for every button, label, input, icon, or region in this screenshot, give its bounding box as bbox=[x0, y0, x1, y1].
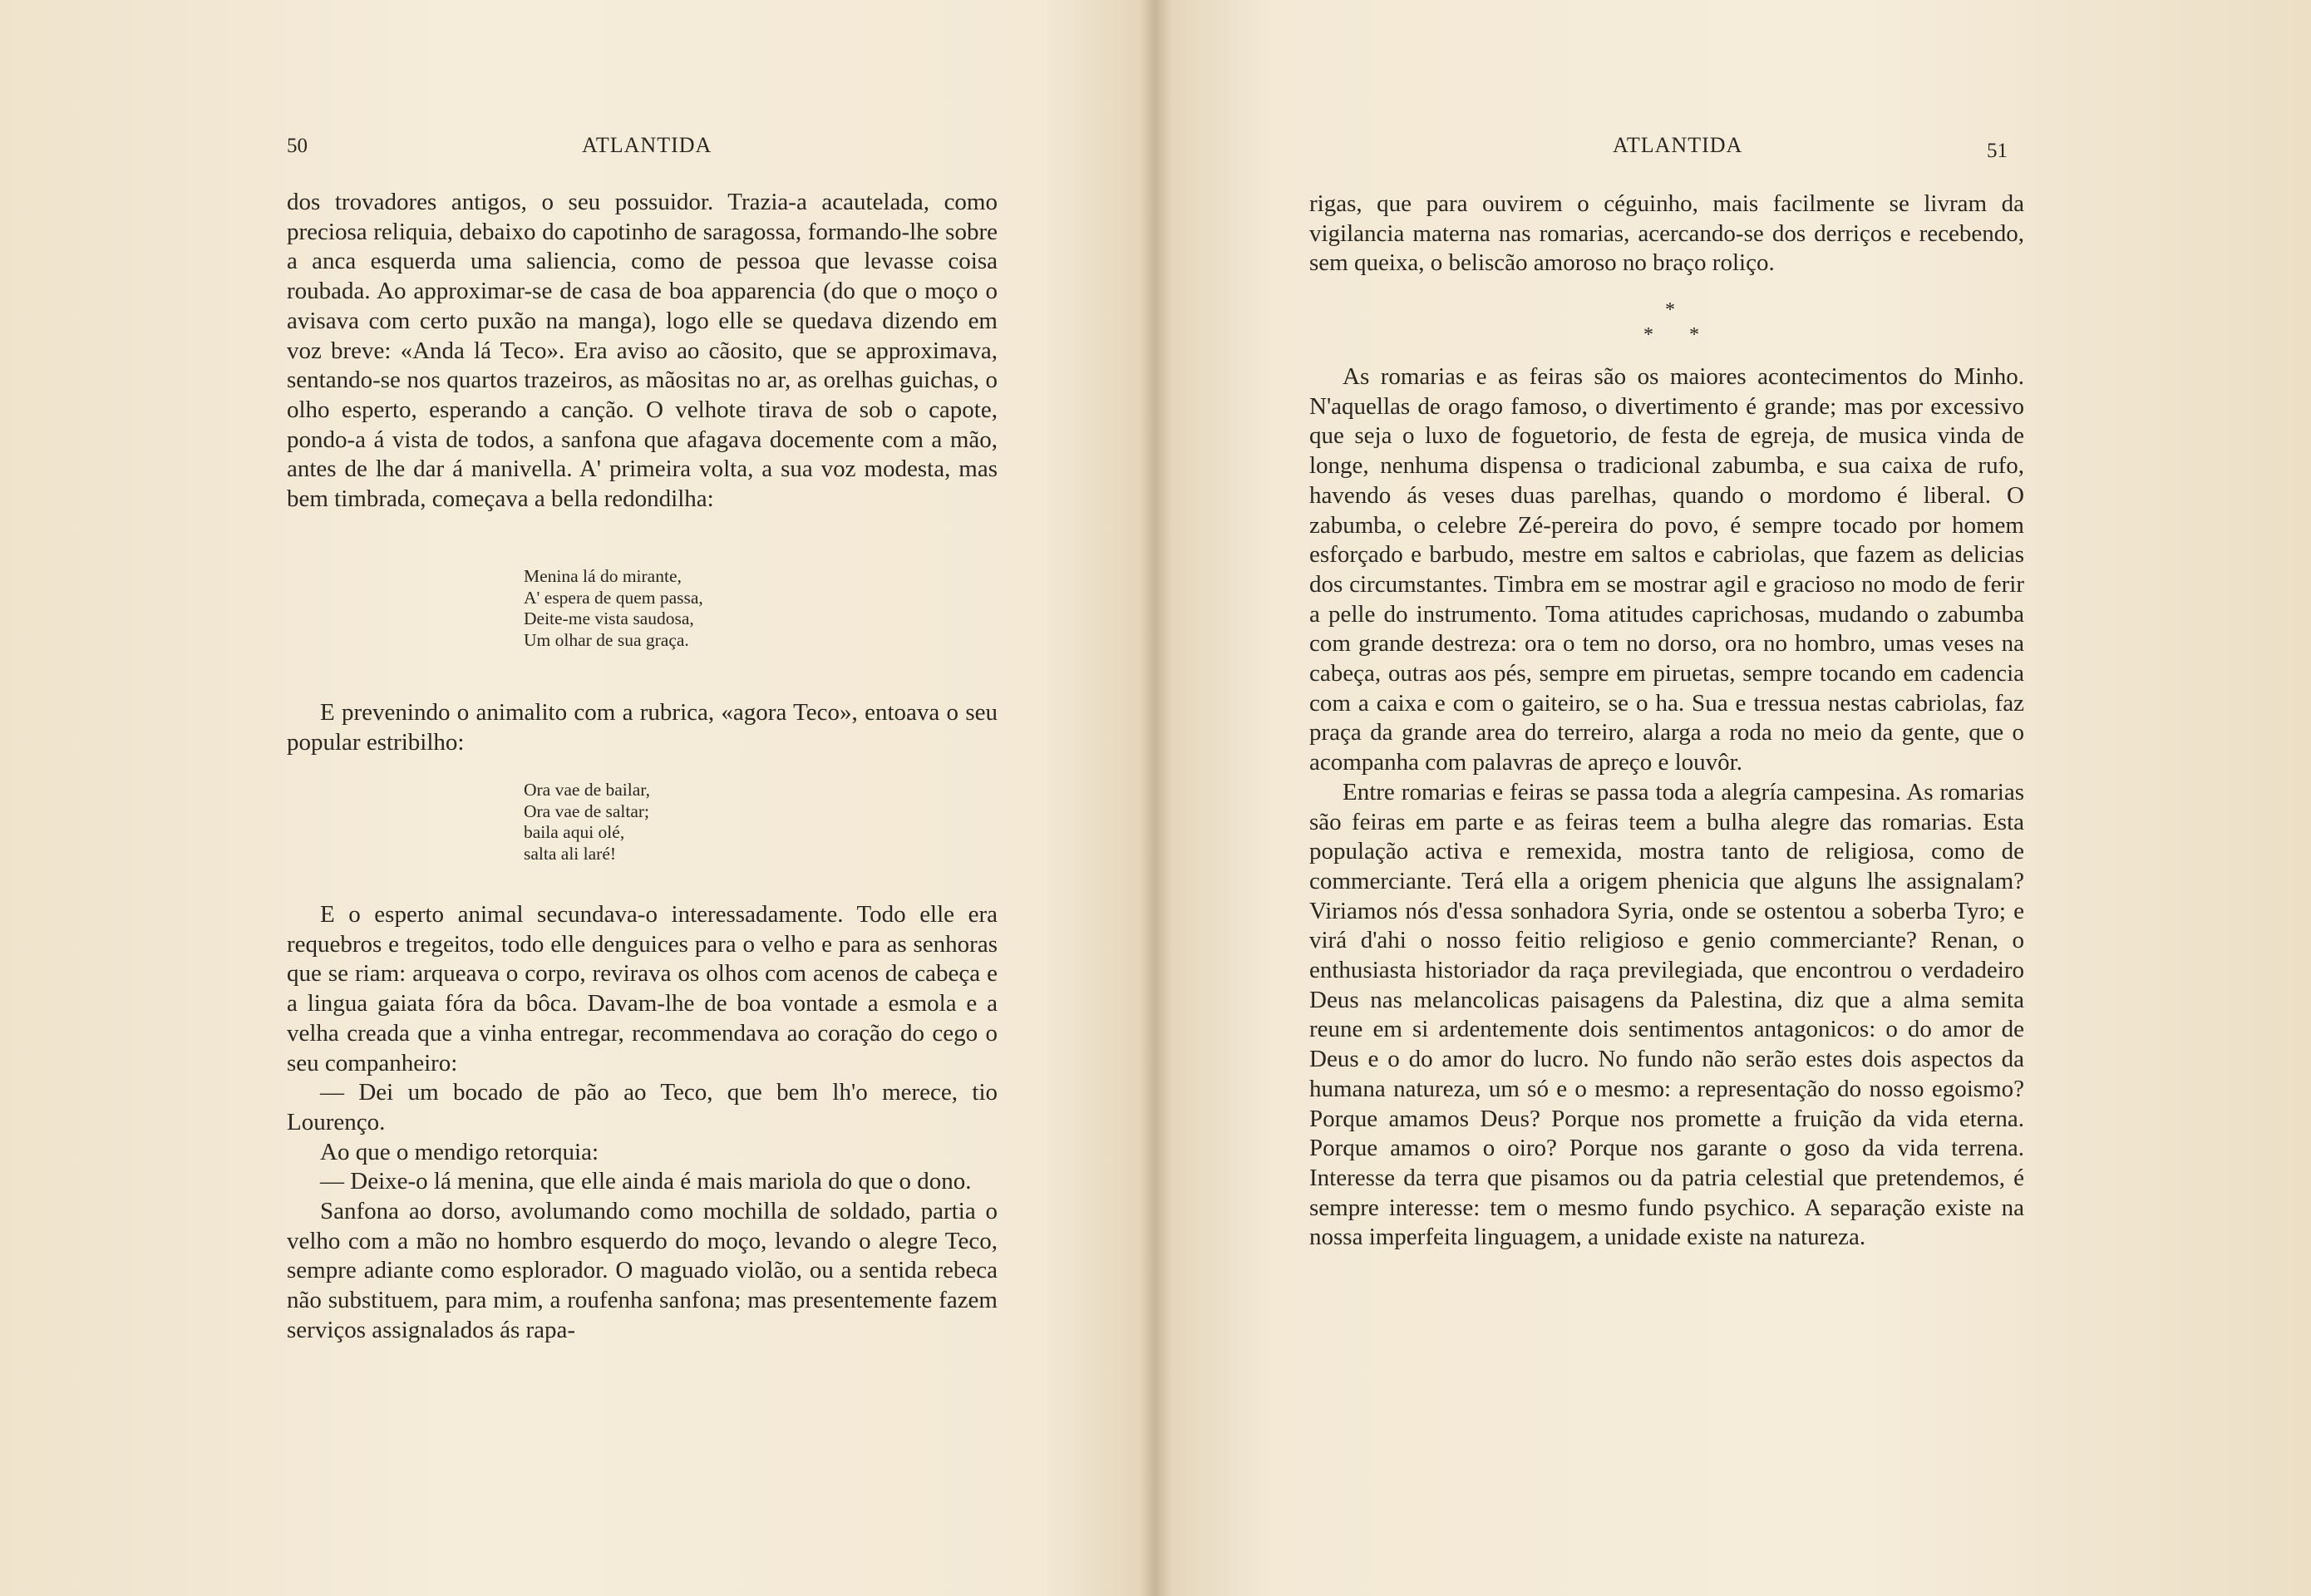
verse-line: A' espera de quem passa, bbox=[524, 587, 703, 608]
verse-line: Ora vae de bailar, bbox=[524, 780, 650, 800]
paragraph: — Dei um bocado de pão ao Teco, que bem lh'o merece, tio Lourenço. bbox=[287, 1079, 998, 1135]
paragraph: Ao que o mendigo retorquia: bbox=[320, 1138, 599, 1165]
paragraph: rigas, que para ouvirem o céguinho, mais facilmente se livram da vigilancia materna nas romarias, acercando-se dos derriços e recebendo, sem queixa, o beliscão amoroso no braço roliço. bbox=[1309, 190, 2024, 277]
section-break bbox=[1160, 299, 2311, 349]
asterisk: * bbox=[1643, 324, 1653, 346]
paragraph-block-3 bbox=[287, 900, 998, 1346]
paragraph: — Deixe-o lá menina, que elle ainda é mais mariola do que o dono. bbox=[320, 1168, 972, 1195]
paragraph: Entre romarias e feiras se passa toda a alegría campesina. As romarias são feiras em parte e as feiras teem a bulha alegre das romarias. Esta população activa e remexida, mostra tanto de religiosa, como de commerciante. Terá ella a origem phenicia que alguns lhe assignalam? Viriamos nós d'essa sonhadora Syria, onde se ostentou a soberba Tyro; e virá d'ahi o nosso feitio religioso e genio commerciante? Renan, o enthusiasta historiador da raça previlegiada, que encontrou o verdadeiro Deus nas melancolicas paisagens da Palestina, diz que a alma semita reune em si ardentemente dois sentimentos antagonicos: o do amor de Deus e o do amor do lucro. No fundo não serão estes dois aspectos da humana natureza, um só e o mesmo: a representação do nosso egoismo? Porque amamos Deus? Porque nos promette a fruição da vida eterna. Porque amamos o oiro? Porque nos garante o goso da vida terrena. Interesse da terra que pisamos ou da patria celestial que pretendemos, é sempre interesse: tem o mesmo fundo psychico. A separação existe na nossa imperfeita linguagem, a unidade existe na natureza. bbox=[1309, 778, 2024, 1251]
paragraph: As romarias e as feiras são os maiores acontecimentos do Minho. N'aquellas de orago famoso, o divertimento é grande; mas por excessivo que seja o luxo de foguetorio, de festa de egreja, de musica vinda de longe, nenhuma dispensa o tradicional zabumba, e sua caixa de rufo, havendo ás veses duas parelhas, quando o mordomo é liberal. O zabumba, o celebre Zé-pereira do povo, é sempre tocado por homem esforçado e barbudo, mestre em saltos e cabriolas, que fazem as delicias dos circumstantes. Timbra em se mostrar agil e gracioso no modo de ferir a pelle do instrumento. Toma atitudes caprichosas, mudando o zabumba com grande destreza: ora o tem no dorso, ora no hombro, umas veses na cabeça, outras aos pés, sempre em piruetas, sempre tocando em cadencia com a caixa e com o gaiteiro, se o ha. Sua e tressua nestas cabriolas, faz praça da grande area do terreiro, alarga a roda no meio da gente, que o acompanha com palavras de apreço e louvôr. bbox=[1309, 363, 2024, 776]
left-page bbox=[0, 0, 1151, 1596]
verse-line: salta ali laré! bbox=[524, 843, 617, 864]
verse-line: baila aqui olé, bbox=[524, 822, 625, 842]
verse-line: Deite-me vista saudosa, bbox=[524, 608, 694, 628]
right-page bbox=[1160, 0, 2311, 1596]
page-number: 51 bbox=[1987, 140, 2008, 162]
paragraph-block-1 bbox=[287, 188, 998, 515]
paragraph: E o esperto animal secundava-o interessadamente. Todo elle era requebros e tregeitos, todo elle denguices para o velho e para as senhoras que se riam: arqueava o corpo, revirava os olhos com acenos de cabeça e a lingua gaiata fóra da bôca. Davam-lhe de boa vontade a esmola e a velha creada que a vinha entregar, recommendava ao coração do cego o seu companheiro: bbox=[287, 901, 998, 1076]
paragraph-block-2 bbox=[1309, 362, 2024, 1253]
verse-block-1 bbox=[524, 566, 703, 651]
paragraph: dos trovadores antigos, o seu possuidor. Trazia-a acautelada, como preciosa reliquia, debaixo do capotinho de saragossa, formando-lhe sobre a anca esquerda uma saliencia, como de pessoa que levasse coisa roubada. Ao approximar-se de casa de boa apparencia (do que o moço o avisava com certo puxão na manga), logo elle se quedava dizendo em voz breve: «Anda lá Teco». Era aviso ao cãosito, que se approximava, sentando-se nos quartos trazeiros, as mãositas no ar, as orelhas guichas, o olho esperto, esperando a canção. O velhote tirava de sob o capote, pondo-a á vista de todos, a sanfona que afagava docemente com a mão, antes de lhe dar á manivella. A' primeira volta, a sua voz modesta, mas bem timbrada, começava a bella redondilha: bbox=[287, 189, 998, 513]
paragraph: Sanfona ao dorso, avolumando como mochilla de soldado, partia o velho com a mão no hombro esquerdo do moço, levando o alegre Teco, sempre adiante como esplorador. O maguado violão, ou a sentida rebeca não substituem, para mim, a roufenha sanfona; mas presentemente fazem serviços assignalados ás rapa- bbox=[287, 1198, 998, 1343]
paragraph-block-2 bbox=[287, 698, 998, 757]
running-header: ATLANTIDA bbox=[582, 133, 712, 157]
asterisk: * bbox=[1689, 324, 1699, 346]
page-number: 50 bbox=[287, 135, 308, 157]
verse-line: Um olhar de sua graça. bbox=[524, 629, 689, 650]
verse-line: Ora vae de saltar; bbox=[524, 800, 650, 821]
asterisk: * bbox=[1665, 299, 1675, 321]
paragraph: E prevenindo o animalito com a rubrica, «agora Teco», entoava o seu popular estribilho: bbox=[287, 699, 998, 756]
paragraph-block-1 bbox=[1309, 190, 2024, 278]
verse-block-2 bbox=[524, 780, 650, 864]
running-header: ATLANTIDA bbox=[1613, 133, 1743, 157]
verse-line: Menina lá do mirante, bbox=[524, 566, 682, 586]
